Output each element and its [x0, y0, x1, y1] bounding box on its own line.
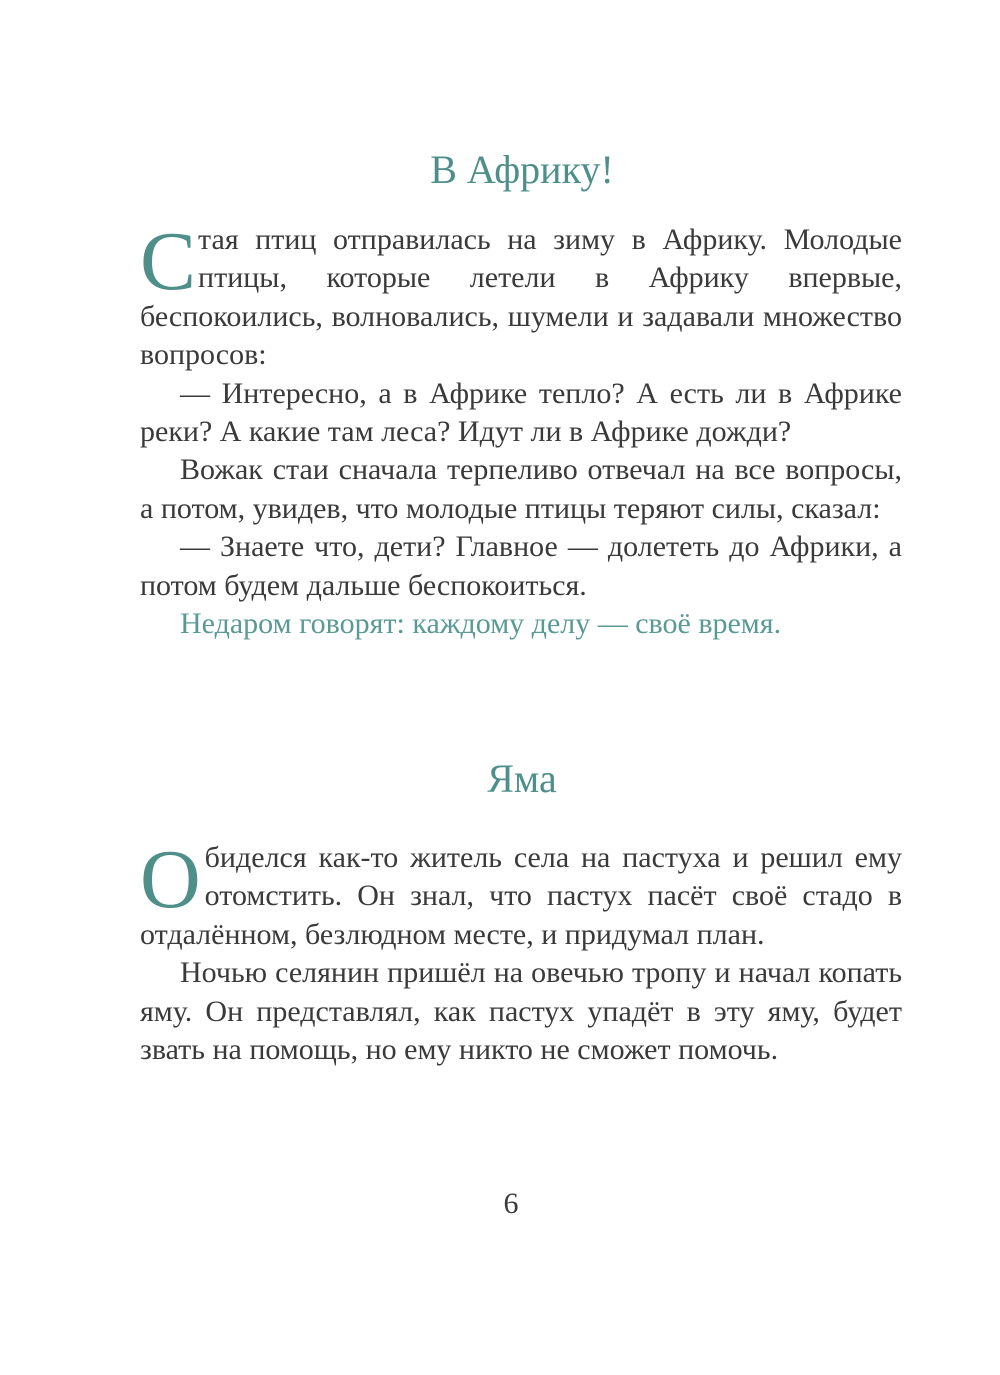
paragraph-1: [140, 833, 902, 954]
paragraph-1: [140, 215, 902, 375]
paragraph-text: биделся как-то житель села на пастуха и решил ему отомстить. Он знал, что пастух пасёт своё стадо в отдалённом, безлюдном месте, и придумал план.: [140, 841, 902, 951]
paragraph-2: — Интересно, а в Африке тепло? А есть ли в Африке реки? А какие там леса? Идут ли в Африке дожди?: [140, 376, 902, 449]
story-body-africa: [140, 215, 902, 643]
drop-cap: О: [140, 833, 201, 926]
paragraph-4: — Знаете что, дети? Главное — долететь до Африки, а потом будем дальше беспокоиться.: [140, 530, 902, 602]
story-title-africa: В Африку!: [430, 147, 614, 192]
story-title-pit: Яма: [487, 756, 557, 801]
paragraph-3: Вожак стаи сначала терпеливо отвечал на все вопросы, а потом, увидев, что молодые птицы теряют силы, сказал:: [140, 453, 902, 525]
moral-line: Недаром говорят: каждому делу — своё время.: [180, 607, 782, 641]
paragraph-2: Ночью селянин пришёл на овечью тропу и начал копать яму. Он представлял, как пастух упадёт в эту яму, будет звать на помощь, но ему никто не сможет помочь.: [140, 956, 902, 1067]
paragraph-text: тая птиц отправилась на зиму в Африку. Молодые птицы, которые летели в Африку впервые, беспокоились, волновались, шумели и задавали множество вопросов:: [140, 223, 902, 372]
story-body-pit: [140, 833, 902, 1069]
page-number: 6: [503, 1187, 519, 1220]
drop-cap: С: [140, 215, 197, 308]
